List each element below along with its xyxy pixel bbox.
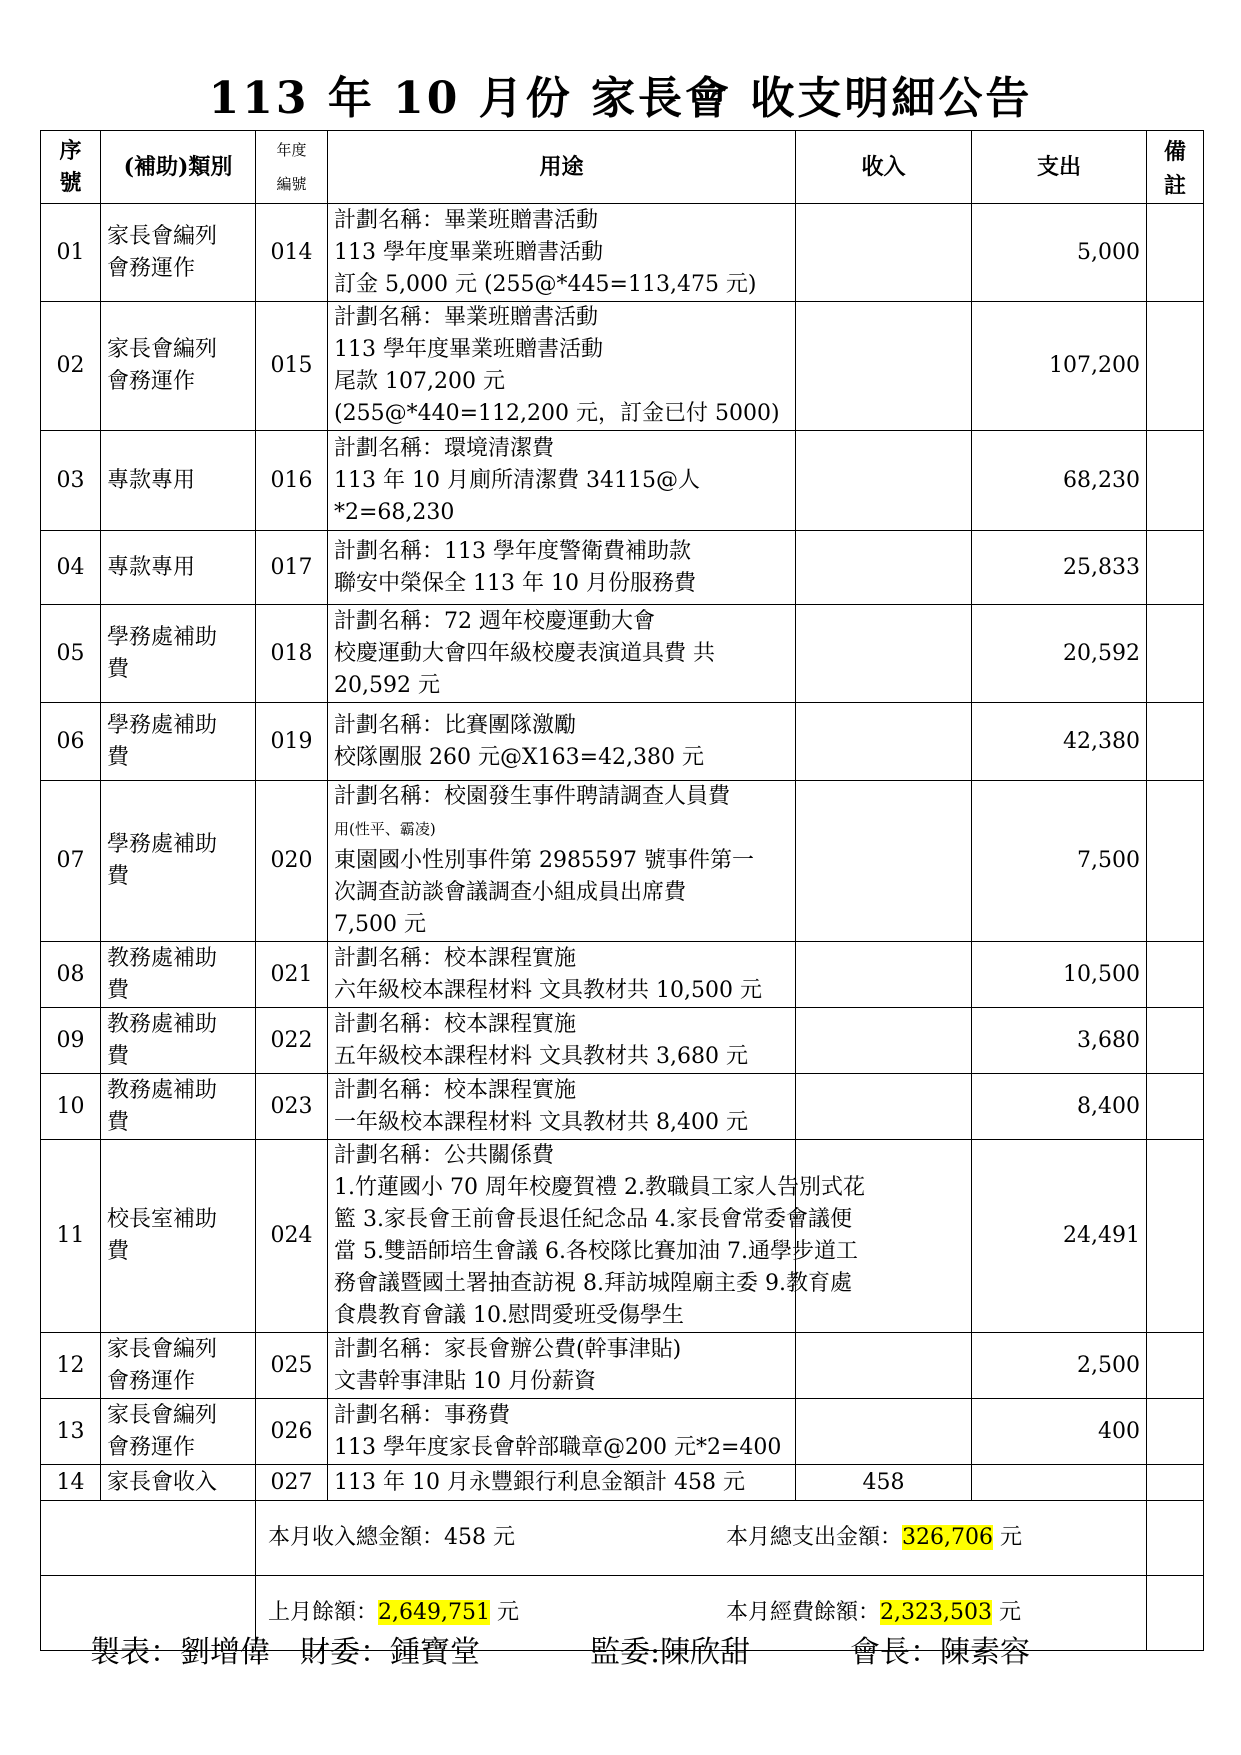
- row-remark: [1147, 1333, 1204, 1399]
- table-row: [41, 302, 1204, 431]
- row-category: 學務處補助 費: [101, 781, 256, 942]
- row-year-no: 014: [256, 204, 328, 302]
- row-purpose: 113 年 10 月永豐銀行利息金額計 458 元: [328, 1465, 796, 1501]
- row-year-no: 023: [256, 1074, 328, 1140]
- row-remark: [1147, 531, 1204, 605]
- header-category: (補助)類別: [101, 131, 256, 204]
- row-seq: 01: [41, 204, 101, 302]
- table-row: [41, 1140, 1204, 1333]
- row-seq: 08: [41, 942, 101, 1008]
- row-category: 教務處補助 費: [101, 942, 256, 1008]
- row-remark: [1147, 431, 1204, 531]
- row-remark: [1147, 302, 1204, 431]
- row-year-no: 021: [256, 942, 328, 1008]
- header-expense: 支出: [972, 131, 1147, 204]
- row-income: [796, 1399, 972, 1465]
- table-row: [41, 1008, 1204, 1074]
- row-year-no: 022: [256, 1008, 328, 1074]
- row-purpose: 計劃名稱：公共關係費 1.竹蓮國小 70 周年校慶賀禮 2.教職員工家人告別式花 籃 3.家長會王前會長退任紀念品 4.家長會常委會議便 當 5.雙語師培生會議 6.各校隊比賽加油 7.通學步道工 務會議暨國土署抽查訪視 8.拜訪城隍廟主委 9.教育處 食農教育會議 10.慰問愛班受傷學生: [328, 1140, 796, 1333]
- header-remark: 備 註: [1147, 131, 1204, 204]
- table-row: [41, 204, 1204, 302]
- row-category: 家長會編列 會務運作: [101, 1399, 256, 1465]
- row-seq: 04: [41, 531, 101, 605]
- row-year-no: 018: [256, 605, 328, 703]
- footer-supervisor: 監委:陳欣甜: [590, 1635, 751, 1670]
- row-remark: [1147, 1399, 1204, 1465]
- row-purpose: 計劃名稱：畢業班贈書活動 113 學年度畢業班贈書活動 訂金 5,000 元 (255@*445=113,475 元): [328, 204, 796, 302]
- row-remark: [1147, 1008, 1204, 1074]
- row-category: 教務處補助 費: [101, 1074, 256, 1140]
- row-seq: 06: [41, 703, 101, 781]
- row-seq: 14: [41, 1465, 101, 1501]
- footer-finance: 財委：鍾寶堂: [300, 1635, 480, 1670]
- ledger-table: [40, 130, 1204, 1651]
- summary-remark: [1147, 1501, 1204, 1576]
- row-income: 458: [796, 1465, 972, 1501]
- row-income: [796, 781, 972, 942]
- row-purpose: 計劃名稱：家長會辦公費(幹事津貼) 文書幹事津貼 10 月份薪資: [328, 1333, 796, 1399]
- row-purpose: 計劃名稱：校園發生事件聘請調查人員費 用(性平、霸凌) 東園國小性別事件第 2985597 號事件第一 次調查訪談會議調查小組成員出席費 7,500 元: [328, 781, 796, 942]
- month-expense-total: 本月總支出金額：326,706 元: [726, 1525, 1023, 1550]
- row-expense: 68,230: [972, 431, 1147, 531]
- row-purpose: 計劃名稱：113 學年度警衛費補助款 聯安中榮保全 113 年 10 月份服務費: [328, 531, 796, 605]
- summary-blank: [41, 1501, 256, 1576]
- row-expense: 42,380: [972, 703, 1147, 781]
- row-category: 校長室補助 費: [101, 1140, 256, 1333]
- last-balance-value: 2,649,751: [378, 1600, 490, 1625]
- table-row: [41, 431, 1204, 531]
- footer-chair: 會長：陳素容: [850, 1635, 1030, 1670]
- row-expense: 20,592: [972, 605, 1147, 703]
- row-expense: 107,200: [972, 302, 1147, 431]
- row-category: 家長會編列 會務運作: [101, 302, 256, 431]
- row-seq: 09: [41, 1008, 101, 1074]
- row-income: [796, 1074, 972, 1140]
- row-remark: [1147, 1140, 1204, 1333]
- row-income: [796, 531, 972, 605]
- row-purpose: 計劃名稱：環境清潔費 113 年 10 月廁所清潔費 34115@人 *2=68,230: [328, 431, 796, 531]
- page-title: 113 年 10 月份 家長會 收支明細公告: [208, 73, 1033, 124]
- row-category: 學務處補助 費: [101, 605, 256, 703]
- row-remark: [1147, 605, 1204, 703]
- row-expense: 2,500: [972, 1333, 1147, 1399]
- row-year-no: 015: [256, 302, 328, 431]
- table-row: [41, 1399, 1204, 1465]
- header-income: 收入: [796, 131, 972, 204]
- month-expense-value: 326,706: [902, 1525, 993, 1550]
- table-row: [41, 531, 1204, 605]
- this-month-balance: 本月經費餘額：2,323,503 元: [726, 1600, 1021, 1625]
- row-category: 家長會收入: [101, 1465, 256, 1501]
- row-purpose: 計劃名稱：72 週年校慶運動大會 校慶運動大會四年級校慶表演道具費 共 20,592 元: [328, 605, 796, 703]
- row-remark: [1147, 942, 1204, 1008]
- row-remark: [1147, 781, 1204, 942]
- header-purpose: 用途: [328, 131, 796, 204]
- row-income: [796, 1140, 972, 1333]
- row-seq: 13: [41, 1399, 101, 1465]
- row-purpose: 計劃名稱：畢業班贈書活動 113 學年度畢業班贈書活動 尾款 107,200 元 (255@*440=112,200 元，訂金已付 5000): [328, 302, 796, 431]
- row-income: [796, 942, 972, 1008]
- header-seq: 序 號: [41, 131, 101, 204]
- row-expense: 3,680: [972, 1008, 1147, 1074]
- row-seq: 02: [41, 302, 101, 431]
- row-remark: [1147, 1465, 1204, 1501]
- header-year-no: 年度 編號: [256, 131, 328, 204]
- row-category: 學務處補助 費: [101, 703, 256, 781]
- table-row: [41, 1333, 1204, 1399]
- footer-maker: 製表：劉增偉: [90, 1635, 270, 1670]
- row-seq: 10: [41, 1074, 101, 1140]
- summary-row-1: [41, 1501, 1204, 1576]
- summary-cell-1: [256, 1501, 1147, 1576]
- table-row: [41, 942, 1204, 1008]
- last-month-balance: 上月餘額：2,649,751 元: [268, 1600, 519, 1625]
- row-category: 家長會編列 會務運作: [101, 204, 256, 302]
- row-seq: 03: [41, 431, 101, 531]
- row-income: [796, 302, 972, 431]
- row-year-no: 019: [256, 703, 328, 781]
- row-year-no: 024: [256, 1140, 328, 1333]
- this-balance-value: 2,323,503: [880, 1600, 992, 1625]
- table-row: [41, 781, 1204, 942]
- row-income: [796, 431, 972, 531]
- row-remark: [1147, 703, 1204, 781]
- row-seq: 11: [41, 1140, 101, 1333]
- row-purpose: 計劃名稱：比賽團隊激勵 校隊團服 260 元@X163=42,380 元: [328, 703, 796, 781]
- row-category: 家長會編列 會務運作: [101, 1333, 256, 1399]
- row-expense: 7,500: [972, 781, 1147, 942]
- summary-remark: [1147, 1576, 1204, 1651]
- row-purpose: 計劃名稱：校本課程實施 五年級校本課程材料 文具教材共 3,680 元: [328, 1008, 796, 1074]
- header-row: [41, 131, 1204, 204]
- row-seq: 05: [41, 605, 101, 703]
- row-year-no: 020: [256, 781, 328, 942]
- row-purpose: 計劃名稱：校本課程實施 六年級校本課程材料 文具教材共 10,500 元: [328, 942, 796, 1008]
- row-income: [796, 1008, 972, 1074]
- row-expense: 400: [972, 1399, 1147, 1465]
- month-income-total: 本月收入總金額：458 元: [268, 1525, 515, 1550]
- row-year-no: 025: [256, 1333, 328, 1399]
- row-category: 專款專用: [101, 531, 256, 605]
- row-income: [796, 605, 972, 703]
- row-expense: [972, 1465, 1147, 1501]
- row-expense: 5,000: [972, 204, 1147, 302]
- row-year-no: 027: [256, 1465, 328, 1501]
- row-remark: [1147, 1074, 1204, 1140]
- row-year-no: 017: [256, 531, 328, 605]
- table-row: [41, 1465, 1204, 1501]
- row-year-no: 016: [256, 431, 328, 531]
- row-expense: 24,491: [972, 1140, 1147, 1333]
- row-expense: 10,500: [972, 942, 1147, 1008]
- row-income: [796, 204, 972, 302]
- row-remark: [1147, 204, 1204, 302]
- row-purpose: 計劃名稱：事務費 113 學年度家長會幹部職章@200 元*2=400: [328, 1399, 796, 1465]
- row-income: [796, 703, 972, 781]
- row-seq: 12: [41, 1333, 101, 1399]
- row-year-no: 026: [256, 1399, 328, 1465]
- table-row: [41, 1074, 1204, 1140]
- row-expense: 25,833: [972, 531, 1147, 605]
- row-category: 專款專用: [101, 431, 256, 531]
- table-row: [41, 605, 1204, 703]
- row-income: [796, 1333, 972, 1399]
- row-seq: 07: [41, 781, 101, 942]
- table-row: [41, 703, 1204, 781]
- row-purpose: 計劃名稱：校本課程實施 一年級校本課程材料 文具教材共 8,400 元: [328, 1074, 796, 1140]
- row-category: 教務處補助 費: [101, 1008, 256, 1074]
- row-expense: 8,400: [972, 1074, 1147, 1140]
